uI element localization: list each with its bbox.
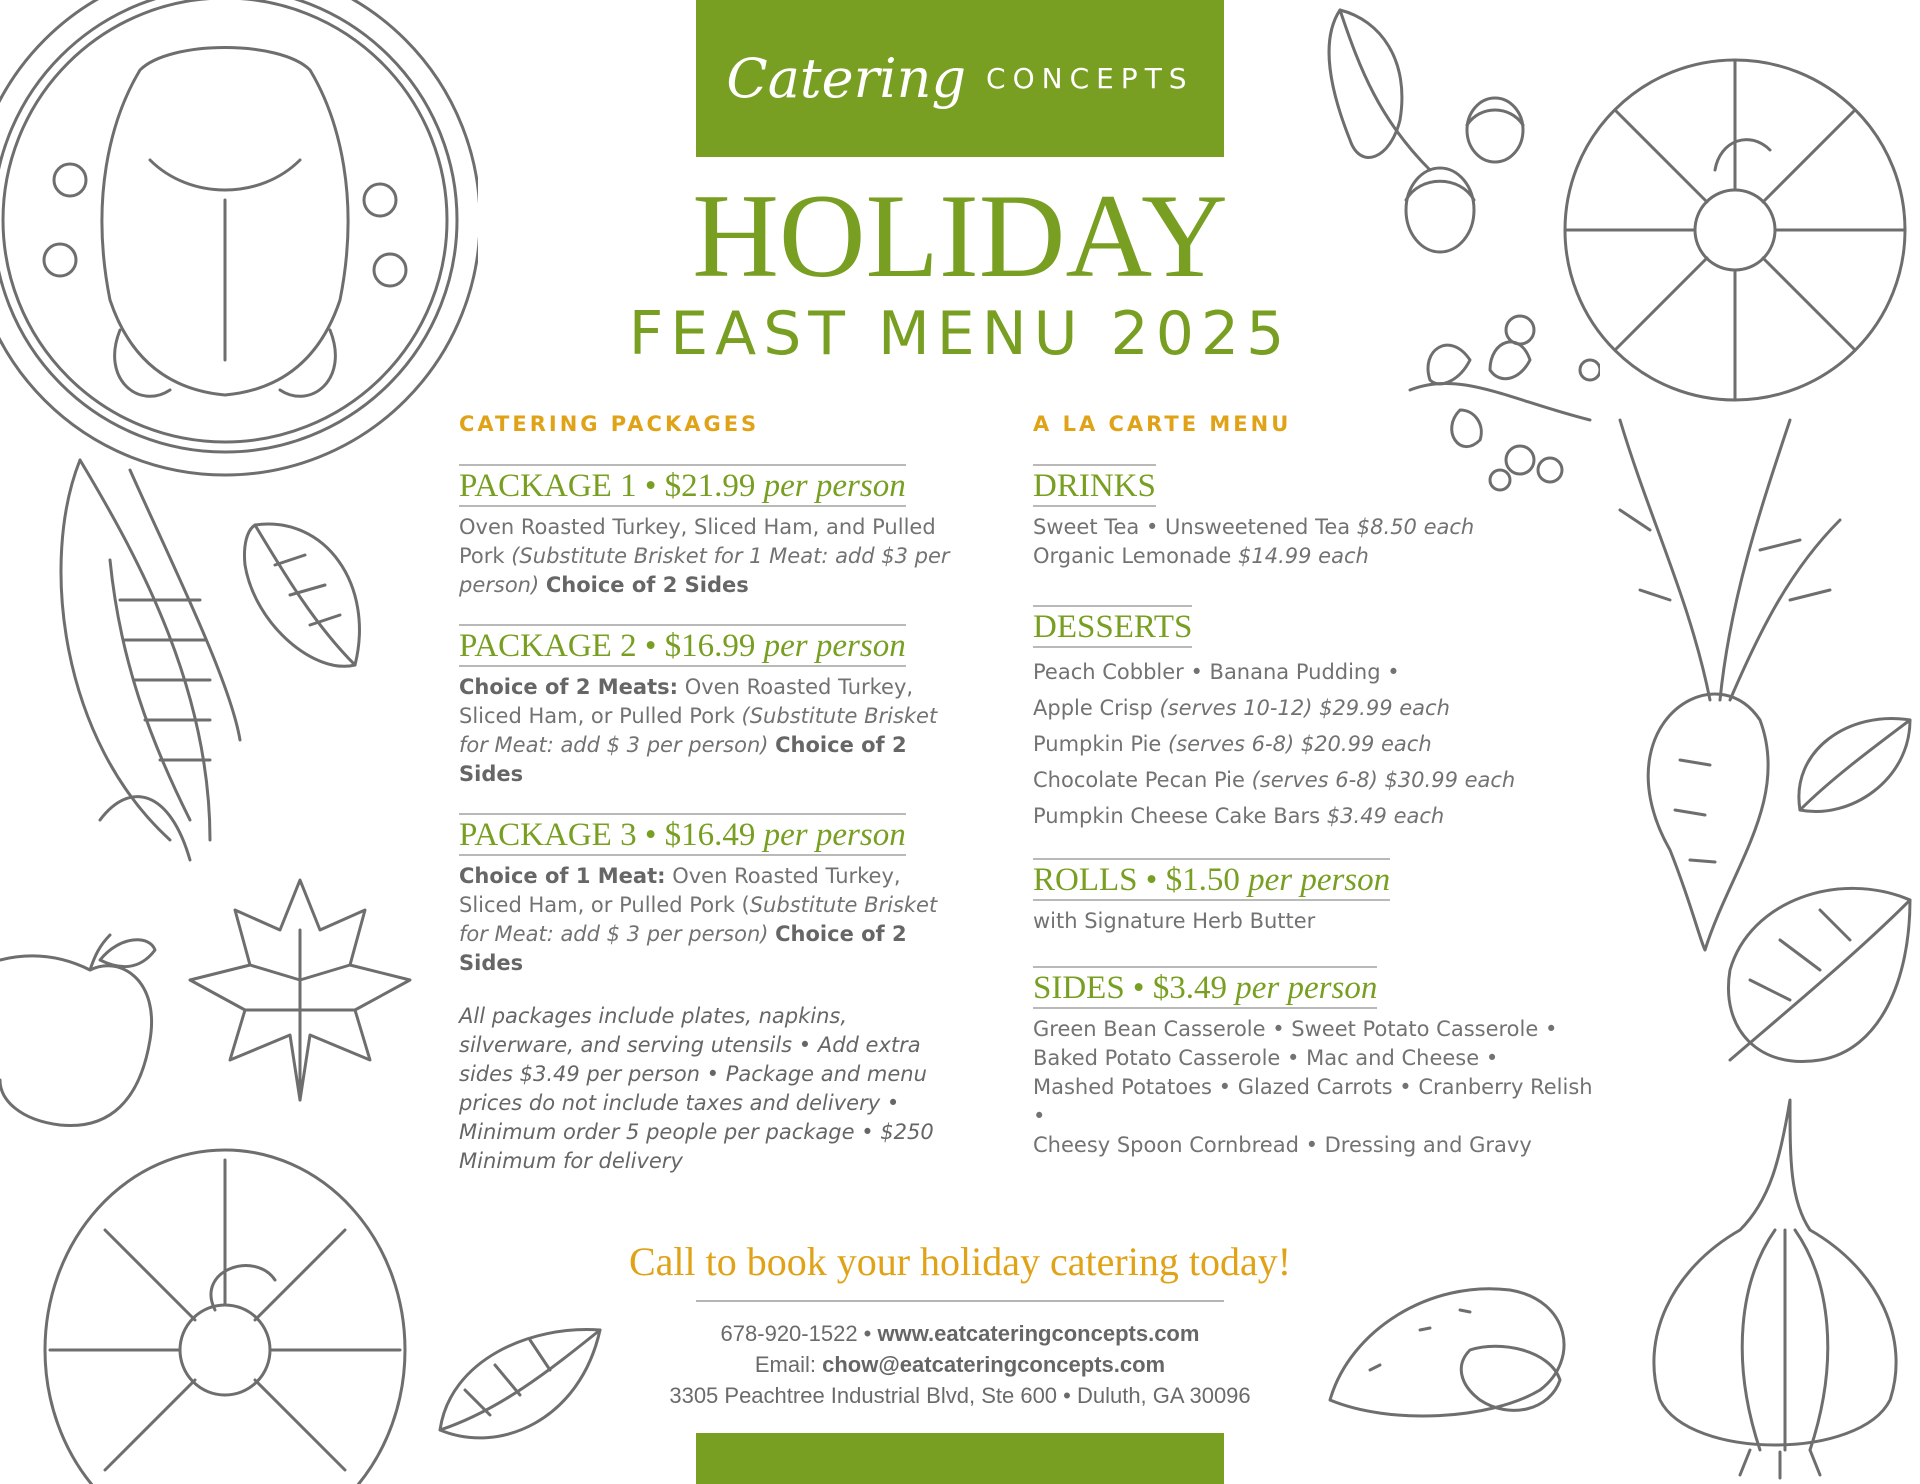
package-3-heading (459, 813, 906, 856)
dessert-line-5-price: $3.49 each (1326, 804, 1445, 828)
dessert-line-2-price: (serves 10-12) $29.99 each (1159, 696, 1450, 720)
page-title: HOLIDAY (692, 169, 1228, 302)
rolls-section (1033, 858, 1593, 936)
package-1-items: Oven Roasted Turkey, Sliced Ham, and Pulled Pork (459, 515, 936, 568)
sides-heading (1033, 966, 1377, 1009)
package-2-items: Oven Roasted Turkey, Sliced Ham, or Pulled Pork (459, 675, 914, 728)
sides-line-4: Cheesy Spoon Cornbread • Dressing and Gravy (1033, 1133, 1532, 1157)
dessert-line-2 (1033, 690, 1593, 726)
drinks-line-1-price: $8.50 each (1356, 515, 1475, 539)
desserts-list (1033, 654, 1593, 834)
pumpkin-bottom-left-illustration (25, 1120, 425, 1484)
drinks-line-1 (1033, 513, 1593, 542)
sides-list (1033, 1015, 1593, 1160)
leafy-green-illustration (1690, 860, 1920, 1080)
package-3 (459, 813, 959, 978)
onion-illustration (1630, 1080, 1920, 1480)
brand-word-text: CONCEPTS (986, 62, 1194, 95)
sides-unit: per person (1235, 970, 1378, 1006)
drinks-line-2 (1033, 542, 1593, 571)
rolls-description: with Signature Herb Butter (1033, 909, 1316, 933)
apple-illustration (0, 930, 160, 1140)
package-2-description (459, 673, 959, 789)
package-1-unit: per person (763, 468, 906, 504)
dessert-line-3-item: Pumpkin Pie (1033, 732, 1169, 756)
leaf-right-illustration (1780, 700, 1920, 830)
corn-illustration (20, 440, 250, 870)
package-3-choice: Choice of 1 Meat: (459, 864, 666, 888)
a-la-carte-heading: A LA CARTE MENU (1033, 412, 1292, 436)
rolls-name: ROLLS • $1.50 (1033, 862, 1240, 898)
brand-logo-bar (696, 0, 1224, 157)
package-3-unit: per person (763, 817, 906, 853)
desserts-heading: DESSERTS (1033, 605, 1192, 648)
contact-block (560, 1318, 1360, 1411)
page-subtitle: FEAST MENU 2025 (628, 299, 1292, 369)
drinks-line-2-price: $14.99 each (1238, 544, 1369, 568)
package-3-substitute: Substitute Brisket for Meat: add $ 3 per person) (459, 893, 938, 946)
maple-leaf-illustration (185, 870, 420, 1105)
package-2-unit: per person (763, 628, 906, 664)
dessert-line-5-item: Pumpkin Cheese Cake Bars (1033, 804, 1327, 828)
contact-address: 3305 Peachtree Industrial Blvd, Ste 600 • Duluth, GA 30096 (669, 1383, 1251, 1408)
leaf-left-illustration (235, 505, 375, 685)
dessert-line-3-price: (serves 6-8) $20.99 each (1168, 732, 1432, 756)
package-2-name: PACKAGE 2 • $16.99 (459, 628, 756, 664)
package-2-substitute: (Substitute Brisket for Meat: add $ 3 per person) (459, 704, 938, 757)
dessert-line-1: Peach Cobbler • Banana Pudding • (1033, 660, 1400, 684)
package-1-heading (459, 464, 906, 507)
brand-script-text: Catering (726, 47, 967, 110)
footer-bar (696, 1433, 1224, 1484)
drinks-list (1033, 513, 1593, 571)
package-3-description (459, 862, 959, 978)
drinks-line-2-items: Organic Lemonade (1033, 544, 1239, 568)
drinks-line-1-items: Sweet Tea • Unsweetened Tea (1033, 515, 1357, 539)
dessert-line-3 (1033, 726, 1593, 762)
rolls-unit: per person (1248, 862, 1391, 898)
contact-line-1 (560, 1318, 1360, 1349)
catering-packages-heading: CATERING PACKAGES (459, 412, 760, 436)
package-1-description (459, 513, 959, 600)
package-3-items: Oven Roasted Turkey, Sliced Ham, or Pulled Pork ( (459, 864, 901, 917)
dessert-line-2-item: Apple Crisp (1033, 696, 1160, 720)
package-1-sides: Choice of 2 Sides (545, 573, 749, 597)
package-2-heading (459, 624, 906, 667)
package-notes: All packages include plates, napkins, silverware, and serving utensils • Add extra sides $3.49 per person • Package and menu prices do not include taxes and delivery • Minimum order 5 people per package • $250 Minimum for delivery (459, 1004, 934, 1173)
package-2-sides: Choice of 2 Sides (459, 733, 907, 786)
sides-name: SIDES • $3.49 (1033, 970, 1227, 1006)
package-2-choice: Choice of 2 Meats: (459, 675, 679, 699)
catering-packages-column (459, 412, 959, 1176)
package-1-substitute: (Substitute Brisket for 1 Meat: add $3 per person) (459, 544, 950, 597)
package-3-name: PACKAGE 3 • $16.49 (459, 817, 756, 853)
cta-divider (696, 1300, 1224, 1302)
contact-phone[interactable]: 678-920-1522 • (720, 1321, 878, 1346)
dessert-line-4 (1033, 762, 1593, 798)
sides-section (1033, 966, 1593, 1160)
package-2 (459, 624, 959, 789)
sides-line-1: Green Bean Casserole • Sweet Potato Casserole • (1033, 1017, 1558, 1041)
contact-line-2 (560, 1349, 1360, 1380)
desserts-section (1033, 605, 1593, 834)
turkey-platter-illustration (0, 0, 478, 478)
contact-website-link[interactable]: www.eatcateringconcepts.com (877, 1321, 1200, 1346)
dessert-line-4-price: (serves 6-8) $30.99 each (1251, 768, 1516, 792)
package-1-name: PACKAGE 1 • $21.99 (459, 468, 756, 504)
a-la-carte-column (1033, 412, 1593, 1184)
contact-email-link[interactable]: chow@eatcateringconcepts.com (822, 1352, 1166, 1377)
drinks-section (1033, 464, 1593, 571)
dessert-line-4-item: Chocolate Pecan Pie (1033, 768, 1252, 792)
dessert-line-5 (1033, 798, 1593, 834)
pumpkin-top-right-illustration (1550, 40, 1920, 410)
call-to-action: Call to book your holiday catering today! (628, 1239, 1292, 1284)
contact-email-label: Email: (754, 1352, 823, 1377)
package-1 (459, 464, 959, 600)
rolls-heading (1033, 858, 1390, 901)
sides-line-3: Mashed Potatoes • Glazed Carrots • Cranberry Relish • (1033, 1075, 1593, 1128)
package-3-sides: Choice of 2 Sides (459, 922, 907, 975)
drinks-heading: DRINKS (1033, 464, 1156, 507)
sides-line-2: Baked Potato Casserole • Mac and Cheese • (1033, 1046, 1499, 1070)
